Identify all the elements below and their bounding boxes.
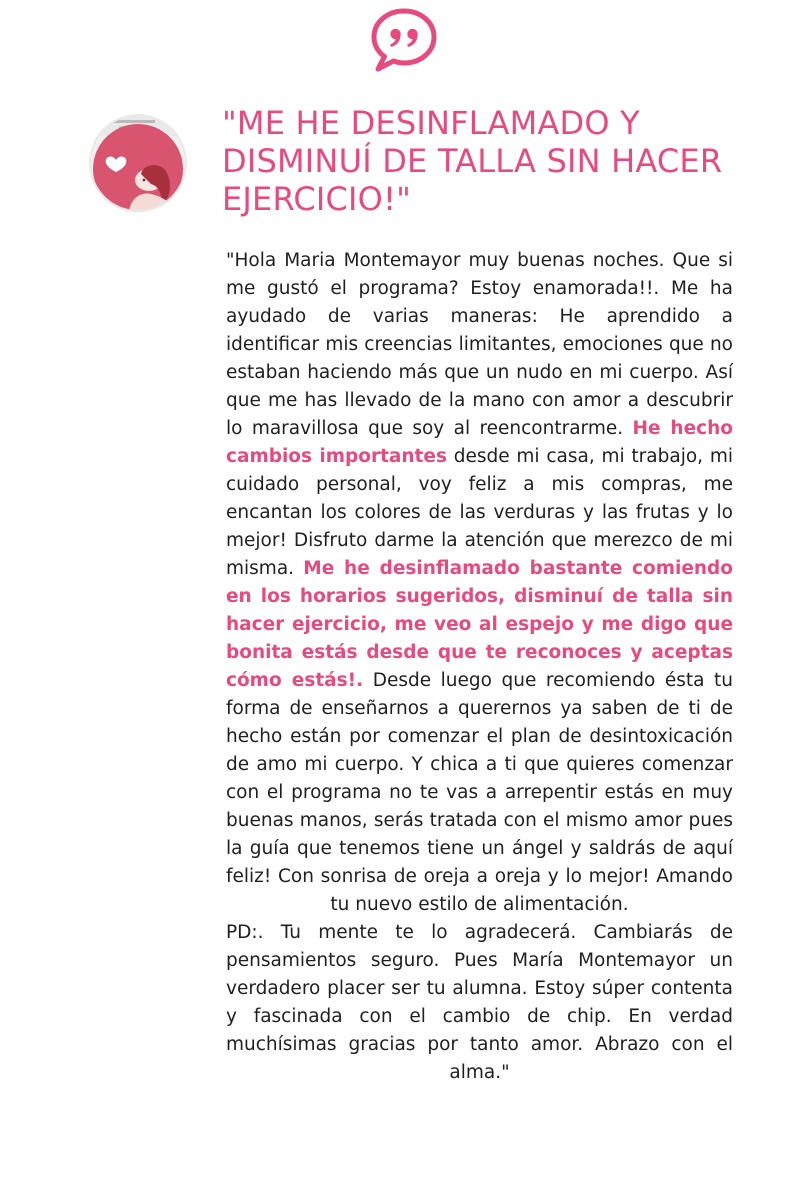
testimonial-highlight-1: He hecho cambios importantes — [226, 418, 733, 467]
speech-bubble-quote-icon — [369, 6, 439, 74]
testimonial-text-2: desde mi casa, mi trabajo, mi cuidado personal, voy feliz a mis compras, me encantan los colores de las verduras y las frutas y lo mejor! Disfruto darme la atención que merezco de mi misma. — [226, 446, 733, 579]
testimonial-text-1: "Hola Maria Montemayor muy buenas noches. Que si me gustó el programa? Estoy enamorada!!. Me ha ayudado de varias maneras: He aprendido a identificar mis creencias limitantes, emociones que no estaban haciendo más que un nudo en mi cuerpo. Así que me has llevado de la mano con amor a descubrir lo maravillosa que soy al reencontrarme. — [226, 250, 733, 439]
testimonial-postscript: PD:. Tu mente te lo agradecerá. Cambiarás de pensamientos seguro. Pues María Montemayor un verdadero placer ser tu alumna. Estoy súper contenta y fascinada con el cambio de chip. En verdad muchísimas gracias por tanto amor. Abrazo con el alma." — [226, 922, 733, 1083]
customer-avatar — [89, 114, 187, 212]
testimonial-text-3: Desde luego que recomiendo ésta tu forma de enseñarnos a querernos ya saben de ti de hecho están por comenzar el plan de desintoxicación de amo mi cuerpo. Y chica a ti que quieres comenzar con el programa no te vas a arrepentir estás en muy buenas manos, serás tratada con el mismo amor pues la guía que tenemos tiene un ángel y saldrás de aquí feliz! Con sonrisa de oreja a oreja y lo mejor! Amando tu nuevo estilo de alimentación. — [226, 670, 733, 915]
testimonial-highlight-2: Me he desinflamado bastante comiendo en los horarios sugeridos, disminuí de talla sin hacer ejercicio, me veo al espejo y me digo que bonita estás desde que te reconoces y aceptas cómo estás!. — [226, 558, 734, 691]
testimonial-body — [226, 247, 733, 1087]
testimonial-headline: "ME HE DESINFLAMADO Y DISMINUÍ DE TALLA SIN HACER EJERCICIO!" — [222, 104, 723, 218]
